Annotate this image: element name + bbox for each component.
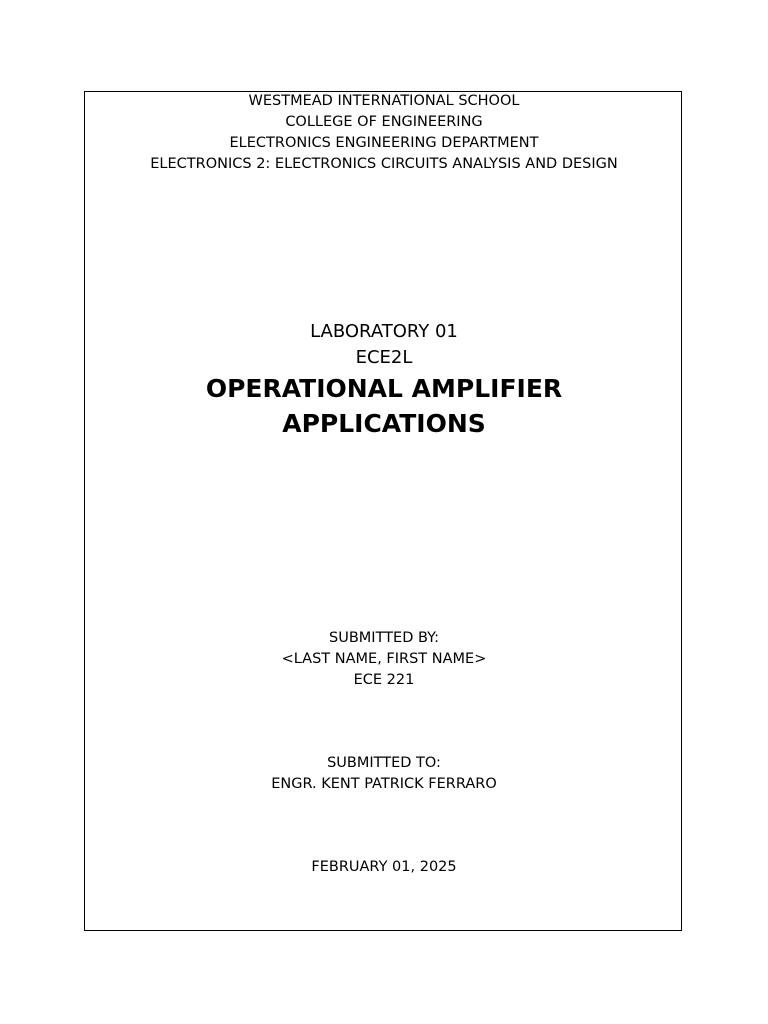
submitted-by-label: SUBMITTED BY:	[329, 630, 439, 646]
course-code: ECE2L	[355, 347, 413, 368]
course-name: ELECTRONICS 2: ELECTRONICS CIRCUITS ANALYSIS AND DESIGN	[150, 156, 618, 172]
page-border	[84, 91, 682, 931]
submitted-to-label: SUBMITTED TO:	[327, 755, 441, 771]
school-name: WESTMEAD INTERNATIONAL SCHOOL	[248, 93, 520, 109]
document-title-line1: OPERATIONAL AMPLIFIER	[205, 374, 563, 403]
student-section: ECE 221	[353, 672, 415, 688]
document-title-line2: APPLICATIONS	[282, 409, 486, 438]
submission-date: FEBRUARY 01, 2025	[311, 859, 457, 875]
lab-number: LABORATORY 01	[310, 321, 458, 342]
college-name: COLLEGE OF ENGINEERING	[285, 114, 483, 130]
student-name: <LAST NAME, FIRST NAME>	[281, 651, 487, 667]
department-name: ELECTRONICS ENGINEERING DEPARTMENT	[229, 135, 539, 151]
instructor-name: ENGR. KENT PATRICK FERRARO	[271, 776, 497, 792]
